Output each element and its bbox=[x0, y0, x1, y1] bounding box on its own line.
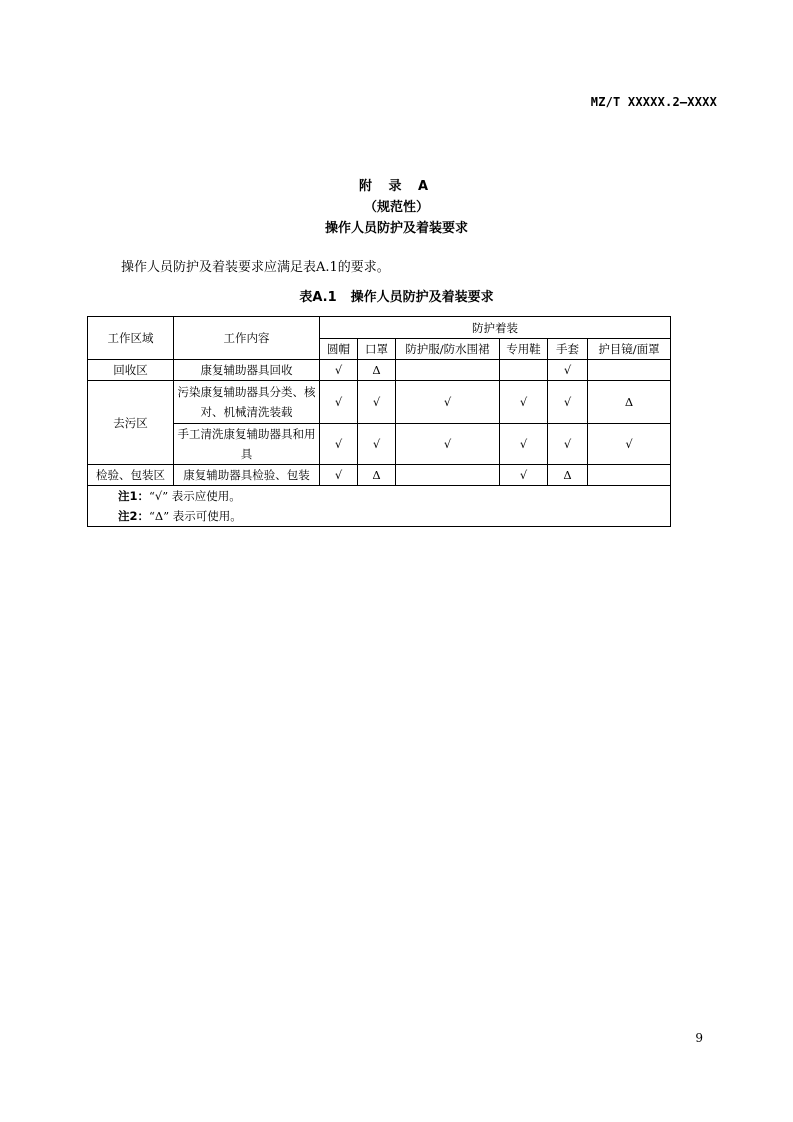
cell-mark: √ bbox=[500, 465, 548, 486]
cell-mark: √ bbox=[548, 360, 588, 381]
header-content: 工作内容 bbox=[174, 317, 320, 360]
cell-mark: Δ bbox=[588, 381, 671, 424]
cell-content: 康复辅助器具检验、包装 bbox=[174, 465, 320, 486]
cell-mark: Δ bbox=[358, 360, 396, 381]
protection-table bbox=[87, 316, 671, 527]
cell-mark: √ bbox=[500, 424, 548, 465]
appendix-title: 附 录 A bbox=[358, 179, 435, 194]
note-label: 注2： bbox=[118, 509, 150, 523]
cell-mark: √ bbox=[358, 381, 396, 424]
document-code: MZ/T XXXXX.2—XXXX bbox=[590, 95, 717, 109]
note-text: “√” 表示应使用。 bbox=[149, 489, 241, 503]
cell-mark bbox=[588, 465, 671, 486]
appendix-type: （规范性） bbox=[363, 200, 429, 215]
note-label: 注1： bbox=[118, 489, 150, 503]
cell-mark: √ bbox=[500, 381, 548, 424]
header-protective-group: 防护着装 bbox=[320, 317, 671, 339]
cell-mark: √ bbox=[548, 424, 588, 465]
cell-content: 康复辅助器具回收 bbox=[174, 360, 320, 381]
table-row bbox=[88, 465, 671, 486]
cell-mark: √ bbox=[548, 381, 588, 424]
notes-cell bbox=[88, 486, 671, 527]
table-row bbox=[88, 424, 671, 465]
table-row bbox=[88, 360, 671, 381]
cell-area: 回收区 bbox=[88, 360, 174, 381]
cell-mark: Δ bbox=[548, 465, 588, 486]
note-1 bbox=[118, 486, 668, 506]
cell-mark: √ bbox=[320, 424, 358, 465]
cell-content: 手工清洗康复辅助器具和用具 bbox=[174, 424, 320, 465]
cell-mark: √ bbox=[320, 465, 358, 486]
cell-mark bbox=[588, 360, 671, 381]
cell-mark bbox=[396, 360, 500, 381]
cell-mark: √ bbox=[396, 381, 500, 424]
table-title: 操作人员防护及着装要求 bbox=[350, 290, 494, 305]
header-item: 护目镜/面罩 bbox=[588, 339, 671, 360]
intro-paragraph: 操作人员防护及着装要求应满足表A.1的要求。 bbox=[121, 260, 390, 275]
page-number: 9 bbox=[695, 1031, 703, 1045]
notes-row bbox=[88, 486, 671, 527]
cell-mark: √ bbox=[320, 360, 358, 381]
header-item: 防护服/防水围裙 bbox=[396, 339, 500, 360]
cell-mark: √ bbox=[396, 424, 500, 465]
header-item: 口罩 bbox=[358, 339, 396, 360]
note-text: “Δ” 表示可使用。 bbox=[149, 509, 242, 523]
header-item: 专用鞋 bbox=[500, 339, 548, 360]
cell-area: 检验、包装区 bbox=[88, 465, 174, 486]
cell-mark: √ bbox=[320, 381, 358, 424]
cell-mark: Δ bbox=[358, 465, 396, 486]
cell-mark: √ bbox=[358, 424, 396, 465]
cell-mark bbox=[500, 360, 548, 381]
table-number: 表A.1 bbox=[299, 290, 337, 305]
cell-area: 去污区 bbox=[88, 381, 174, 465]
cell-mark: √ bbox=[588, 424, 671, 465]
table-row bbox=[88, 381, 671, 424]
cell-mark bbox=[396, 465, 500, 486]
note-2 bbox=[118, 506, 668, 526]
appendix-subject: 操作人员防护及着装要求 bbox=[324, 221, 468, 236]
cell-content: 污染康复辅助器具分类、核对、机械清洗装载 bbox=[174, 381, 320, 424]
table-caption bbox=[0, 286, 793, 305]
header-item: 圆帽 bbox=[320, 339, 358, 360]
header-item: 手套 bbox=[548, 339, 588, 360]
header-area: 工作区域 bbox=[88, 317, 174, 360]
